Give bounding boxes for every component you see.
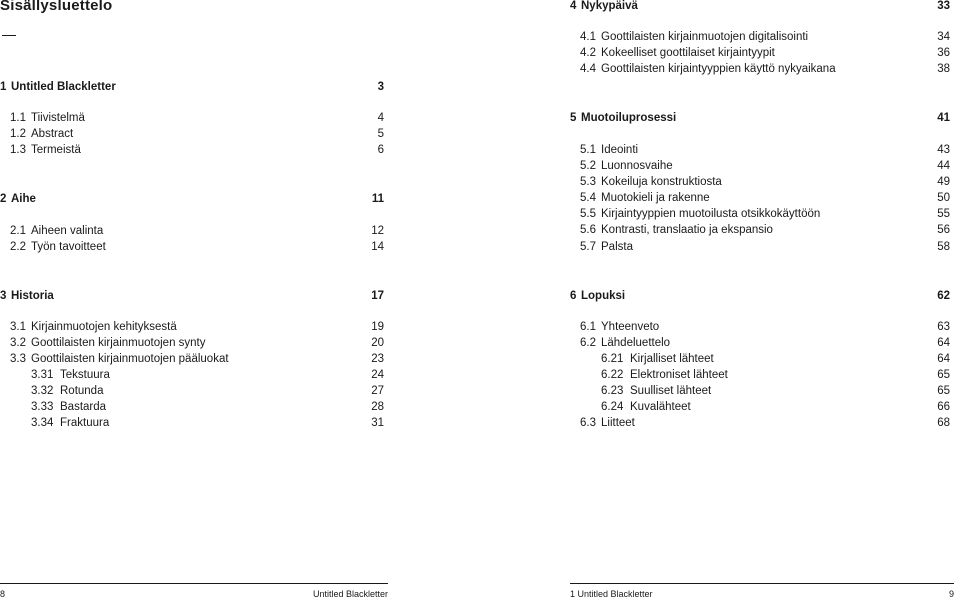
entry-label: Tekstuura	[60, 369, 110, 381]
entry-page: 68	[937, 417, 950, 429]
entry-number: 5.4	[580, 192, 596, 204]
toc-section-5-6[interactable]	[570, 222, 954, 238]
entry-label: Kirjainmuotojen kehityksestä	[31, 321, 177, 333]
entry-number: 3.34	[31, 417, 54, 429]
page-number: 9	[948, 589, 954, 599]
entry-label: Liitteet	[601, 417, 635, 429]
toc-subsection-3-33[interactable]	[0, 399, 388, 415]
right-page	[570, 0, 954, 600]
toc-section-5-5[interactable]	[570, 206, 954, 222]
entry-label: Kuvalähteet	[630, 401, 691, 413]
toc-section-1-2[interactable]	[0, 126, 388, 142]
toc-section-5-1[interactable]	[570, 142, 954, 158]
entry-number: 3.33	[31, 401, 54, 413]
entry-number: 5.2	[580, 160, 596, 172]
toc-subsection-6-24[interactable]	[570, 399, 954, 415]
entry-label: Fraktuura	[60, 417, 110, 429]
entry-number: 4	[570, 0, 577, 12]
entry-page: 49	[937, 176, 950, 188]
toc-section-6-2[interactable]	[570, 335, 954, 351]
entry-number: 5.6	[580, 224, 596, 236]
entry-number: 3	[0, 290, 7, 302]
right-page-footer	[570, 583, 954, 602]
entry-number: 3.31	[31, 369, 54, 381]
entry-label: Nykypäivä	[581, 0, 638, 12]
toc-chapter-6[interactable]	[570, 288, 954, 304]
entry-page: 38	[937, 63, 950, 75]
entry-page: 33	[937, 0, 950, 12]
entry-number: 1.3	[10, 144, 26, 156]
entry-number: 4.4	[580, 63, 596, 75]
entry-page: 64	[937, 337, 950, 349]
entry-label: Goottilaisten kirjainmuotojen synty	[31, 337, 206, 349]
toc-section-6-1[interactable]	[570, 319, 954, 335]
entry-label: Suulliset lähteet	[630, 385, 712, 397]
entry-label: Muotoiluprosessi	[581, 112, 677, 124]
entry-label: Aihe	[11, 193, 36, 205]
entry-label: Kirjalliset lähteet	[630, 353, 714, 365]
toc-subsection-6-23[interactable]	[570, 383, 954, 399]
toc-subsection-3-34[interactable]	[0, 415, 388, 431]
toc-section-3-3[interactable]	[0, 351, 388, 367]
entry-number: 3.2	[10, 337, 26, 349]
entry-label: Termeistä	[31, 144, 81, 156]
title-dash-divider	[2, 35, 16, 36]
entry-page: 56	[937, 224, 950, 236]
entry-page: 63	[937, 321, 950, 333]
entry-number: 6	[570, 290, 577, 302]
entry-page: 11	[371, 193, 384, 205]
toc-section-5-3[interactable]	[570, 174, 954, 190]
entry-page: 34	[937, 31, 950, 43]
entry-number: 6.22	[601, 369, 624, 381]
entry-page: 27	[371, 385, 384, 397]
entry-page: 44	[937, 160, 950, 172]
entry-label: Kokeelliset goottilaiset kirjaintyypit	[601, 47, 775, 59]
entry-number: 6.24	[601, 401, 624, 413]
entry-page: 23	[371, 353, 384, 365]
entry-number: 6.23	[601, 385, 624, 397]
entry-label: Untitled Blackletter	[11, 81, 116, 93]
entry-number: 5	[570, 112, 577, 124]
left-page	[0, 0, 388, 600]
entry-page: 66	[937, 401, 950, 413]
page-number: 8	[0, 589, 6, 599]
toc-section-5-2[interactable]	[570, 158, 954, 174]
toc-subsection-6-22[interactable]	[570, 367, 954, 383]
entry-page: 65	[937, 369, 950, 381]
entry-label: Bastarda	[60, 401, 107, 413]
entry-label: Aiheen valinta	[31, 225, 104, 237]
entry-page: 41	[937, 112, 950, 124]
entry-number: 1	[0, 81, 7, 93]
entry-page: 19	[371, 321, 384, 333]
toc-chapter-4[interactable]	[570, 0, 954, 14]
running-title: Untitled Blackletter	[312, 589, 388, 599]
entry-number: 5.7	[580, 241, 596, 253]
toc-chapter-2[interactable]	[0, 191, 388, 207]
entry-label: Kontrasti, translaatio ja ekspansio	[601, 224, 773, 236]
entry-label: Työn tavoitteet	[31, 241, 106, 253]
toc-section-3-2[interactable]	[0, 335, 388, 351]
entry-label: Tiivistelmä	[31, 112, 85, 124]
entry-page: 31	[371, 417, 384, 429]
entry-page: 17	[371, 290, 384, 302]
entry-label: Kirjaintyyppien muotoilusta otsikkokäyttöön	[601, 208, 821, 220]
entry-number: 5.5	[580, 208, 596, 220]
entry-number: 1.1	[10, 112, 26, 124]
entry-label: Palsta	[601, 241, 633, 253]
entry-page: 65	[937, 385, 950, 397]
entry-page: 24	[371, 369, 384, 381]
toc-section-2-2[interactable]	[0, 239, 388, 255]
toc-subsection-3-31[interactable]	[0, 367, 388, 383]
entry-number: 6.21	[601, 353, 624, 365]
entry-page: 4	[377, 112, 384, 124]
entry-number: 3.1	[10, 321, 26, 333]
entry-page: 55	[937, 208, 950, 220]
entry-number: 4.1	[580, 31, 596, 43]
entry-page: 3	[377, 81, 384, 93]
entry-number: 6.2	[580, 337, 596, 349]
entry-label: Luonnosvaihe	[601, 160, 673, 172]
entry-label: Muotokieli ja rakenne	[601, 192, 710, 204]
entry-page: 43	[937, 144, 950, 156]
entry-number: 6.3	[580, 417, 596, 429]
entry-page: 58	[937, 241, 950, 253]
entry-page: 5	[377, 128, 384, 140]
entry-label: Rotunda	[60, 385, 104, 397]
entry-number: 4.2	[580, 47, 596, 59]
running-title: 1 Untitled Blackletter	[570, 589, 653, 599]
entry-label: Historia	[11, 290, 54, 302]
entry-page: 62	[937, 290, 950, 302]
entry-page: 12	[371, 225, 384, 237]
toc-chapter-1[interactable]	[0, 79, 388, 95]
toc-section-4-2[interactable]	[570, 45, 954, 61]
entry-label: Goottilaisten kirjaintyyppien käyttö nykyaikana	[601, 63, 836, 75]
entry-page: 6	[377, 144, 384, 156]
entry-page: 28	[371, 401, 384, 413]
entry-page: 20	[371, 337, 384, 349]
entry-label: Lähdeluettelo	[601, 337, 671, 349]
entry-number: 5.1	[580, 144, 596, 156]
toc-section-5-4[interactable]	[570, 190, 954, 206]
entry-number: 6.1	[580, 321, 596, 333]
toc-subsection-3-32[interactable]	[0, 383, 388, 399]
entry-number: 3.32	[31, 385, 54, 397]
toc-section-2-1[interactable]	[0, 223, 388, 239]
entry-number: 1.2	[10, 128, 26, 140]
entry-label: Abstract	[31, 128, 74, 140]
toc-section-1-1[interactable]	[0, 110, 388, 126]
entry-page: 64	[937, 353, 950, 365]
entry-label: Kokeiluja konstruktiosta	[601, 176, 722, 188]
entry-number: 2	[0, 193, 7, 205]
entry-number: 3.3	[10, 353, 26, 365]
entry-number: 5.3	[580, 176, 596, 188]
entry-number: 2.2	[10, 241, 26, 253]
toc-subsection-6-21[interactable]	[570, 351, 954, 367]
entry-label: Ideointi	[601, 144, 639, 156]
toc-title: Sisällysluettelo	[0, 0, 113, 14]
entry-label: Elektroniset lähteet	[630, 369, 728, 381]
toc-section-4-1[interactable]	[570, 29, 954, 45]
entry-label: Goottilaisten kirjainmuotojen pääluokat	[31, 353, 229, 365]
entry-label: Lopuksi	[581, 290, 626, 302]
entry-page: 36	[937, 47, 950, 59]
toc-section-3-1[interactable]	[0, 319, 388, 335]
toc-section-5-7[interactable]	[570, 239, 954, 255]
entry-label: Yhteenveto	[601, 321, 660, 333]
entry-page: 50	[937, 192, 950, 204]
left-page-footer	[0, 583, 388, 602]
entry-page: 14	[371, 241, 384, 253]
toc-chapter-3[interactable]	[0, 288, 388, 304]
toc-section-4-4[interactable]	[570, 61, 954, 77]
toc-chapter-5[interactable]	[570, 110, 954, 126]
entry-number: 2.1	[10, 225, 26, 237]
toc-section-6-3[interactable]	[570, 415, 954, 431]
toc-section-1-3[interactable]	[0, 142, 388, 158]
entry-label: Goottilaisten kirjainmuotojen digitalisointi	[601, 31, 809, 43]
